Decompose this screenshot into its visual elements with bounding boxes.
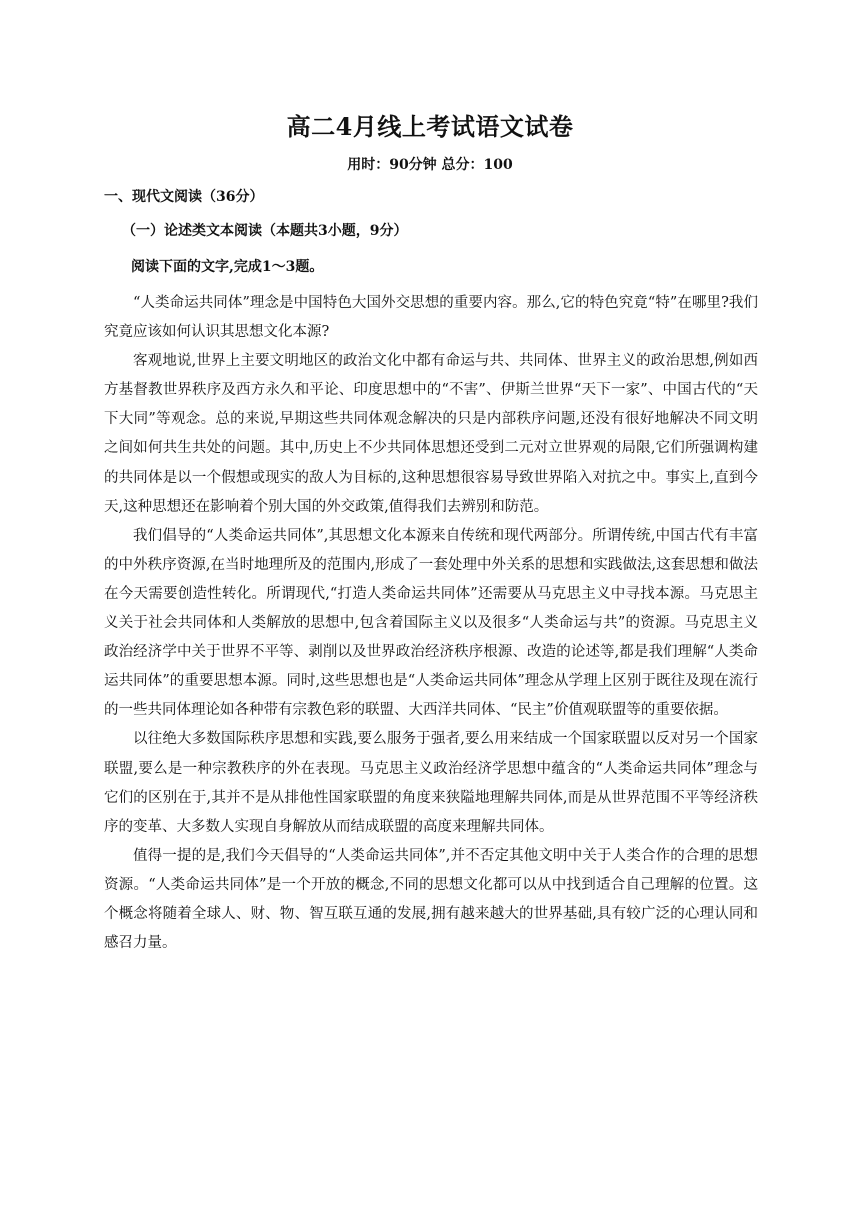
- section-heading: 一、现代文阅读（36分）: [104, 189, 264, 205]
- exam-duration-score: 用时：90分钟 总分：100: [347, 157, 513, 173]
- passage-paragraph-3: 我们倡导的“人类命运共同体”,其思想文化本源来自传统和现代两部分。所谓传统,中国古代有丰富的中外秩序资源,在当时地理所及的范围内,形成了一套处理中外关系的思想和实践做法,这套思想和做法在今天需要创造性转化。所谓现代,“打造人类命运共同体”还需要从马克思主义中寻找本源。马克思主义关于社会共同体和人类解放的思想中,包含着国际主义以及很多“人类命运与共”的资源。马克思主义政治经济学中关于世界不平等、剥削以及世界政治经济秩序根源、改造的论述等,都是我们理解“人类命运共同体”的重要思想本源。同时,这些思想也是“人类命运共同体”理念从学理上区别于既往及现在流行的一些共同体理论如各种带有宗教色彩的联盟、大西洋共同体、“民主”价值观联盟等的重要依据。: [104, 527, 758, 719]
- exam-title: 高二4月线上考试语文试卷: [286, 112, 574, 141]
- passage-paragraph-5: 值得一提的是,我们今天倡导的“人类命运共同体”,并不否定其他文明中关于人类合作的合理的思想资源。“人类命运共同体”是一个开放的概念,不同的思想文化都可以从中找到适合自己理解的位置。这个概念将随着全球人、财、物、智互联互通的发展,拥有越来越大的世界基础,具有较广泛的心理认同和感召力量。: [104, 847, 758, 952]
- passage-body: [104, 289, 758, 958]
- passage-paragraph-2: 客观地说,世界上主要文明地区的政治文化中都有命运与共、共同体、世界主义的政治思想,例如西方基督教世界秩序及西方永久和平论、印度思想中的“不害”、伊斯兰世界“天下一家”、中国古代的“天下大同”等观念。总的来说,早期这些共同体观念解决的只是内部秩序问题,还没有很好地解决不同文明之间如何共生共处的问题。其中,历史上不少共同体思想还受到二元对立世界观的局限,它们所强调构建的共同体是以一个假想或现实的敌人为目标的,这种思想很容易导致世界陷入对抗之中。事实上,直到今天,这种思想还在影响着个别大国的外交政策,值得我们去辨别和防范。: [104, 353, 758, 515]
- passage-paragraph-1: “人类命运共同体”理念是中国特色大国外交思想的重要内容。那么,它的特色究竟“特”在哪里?我们究竟应该如何认识其思想文化本源?: [104, 295, 758, 341]
- passage-paragraph-4: 以往绝大多数国际秩序思想和实践,要么服务于强者,要么用来结成一个国家联盟以反对另一个国家联盟,要么是一种宗教秩序的外在表现。马克思主义政治经济学思想中蕴含的“人类命运共同体”理念与它们的区别在于,其并不是从排他性国家联盟的角度来狭隘地理解共同体,而是从世界范围不平等经济秩序的变革、大多数人实现自身解放从而结成联盟的高度来理解共同体。: [104, 731, 758, 835]
- reading-instruction: 阅读下面的文字,完成1～3题。: [131, 259, 324, 275]
- subsection-heading: （一）论述类文本阅读（本题共3小题，9分）: [122, 223, 408, 239]
